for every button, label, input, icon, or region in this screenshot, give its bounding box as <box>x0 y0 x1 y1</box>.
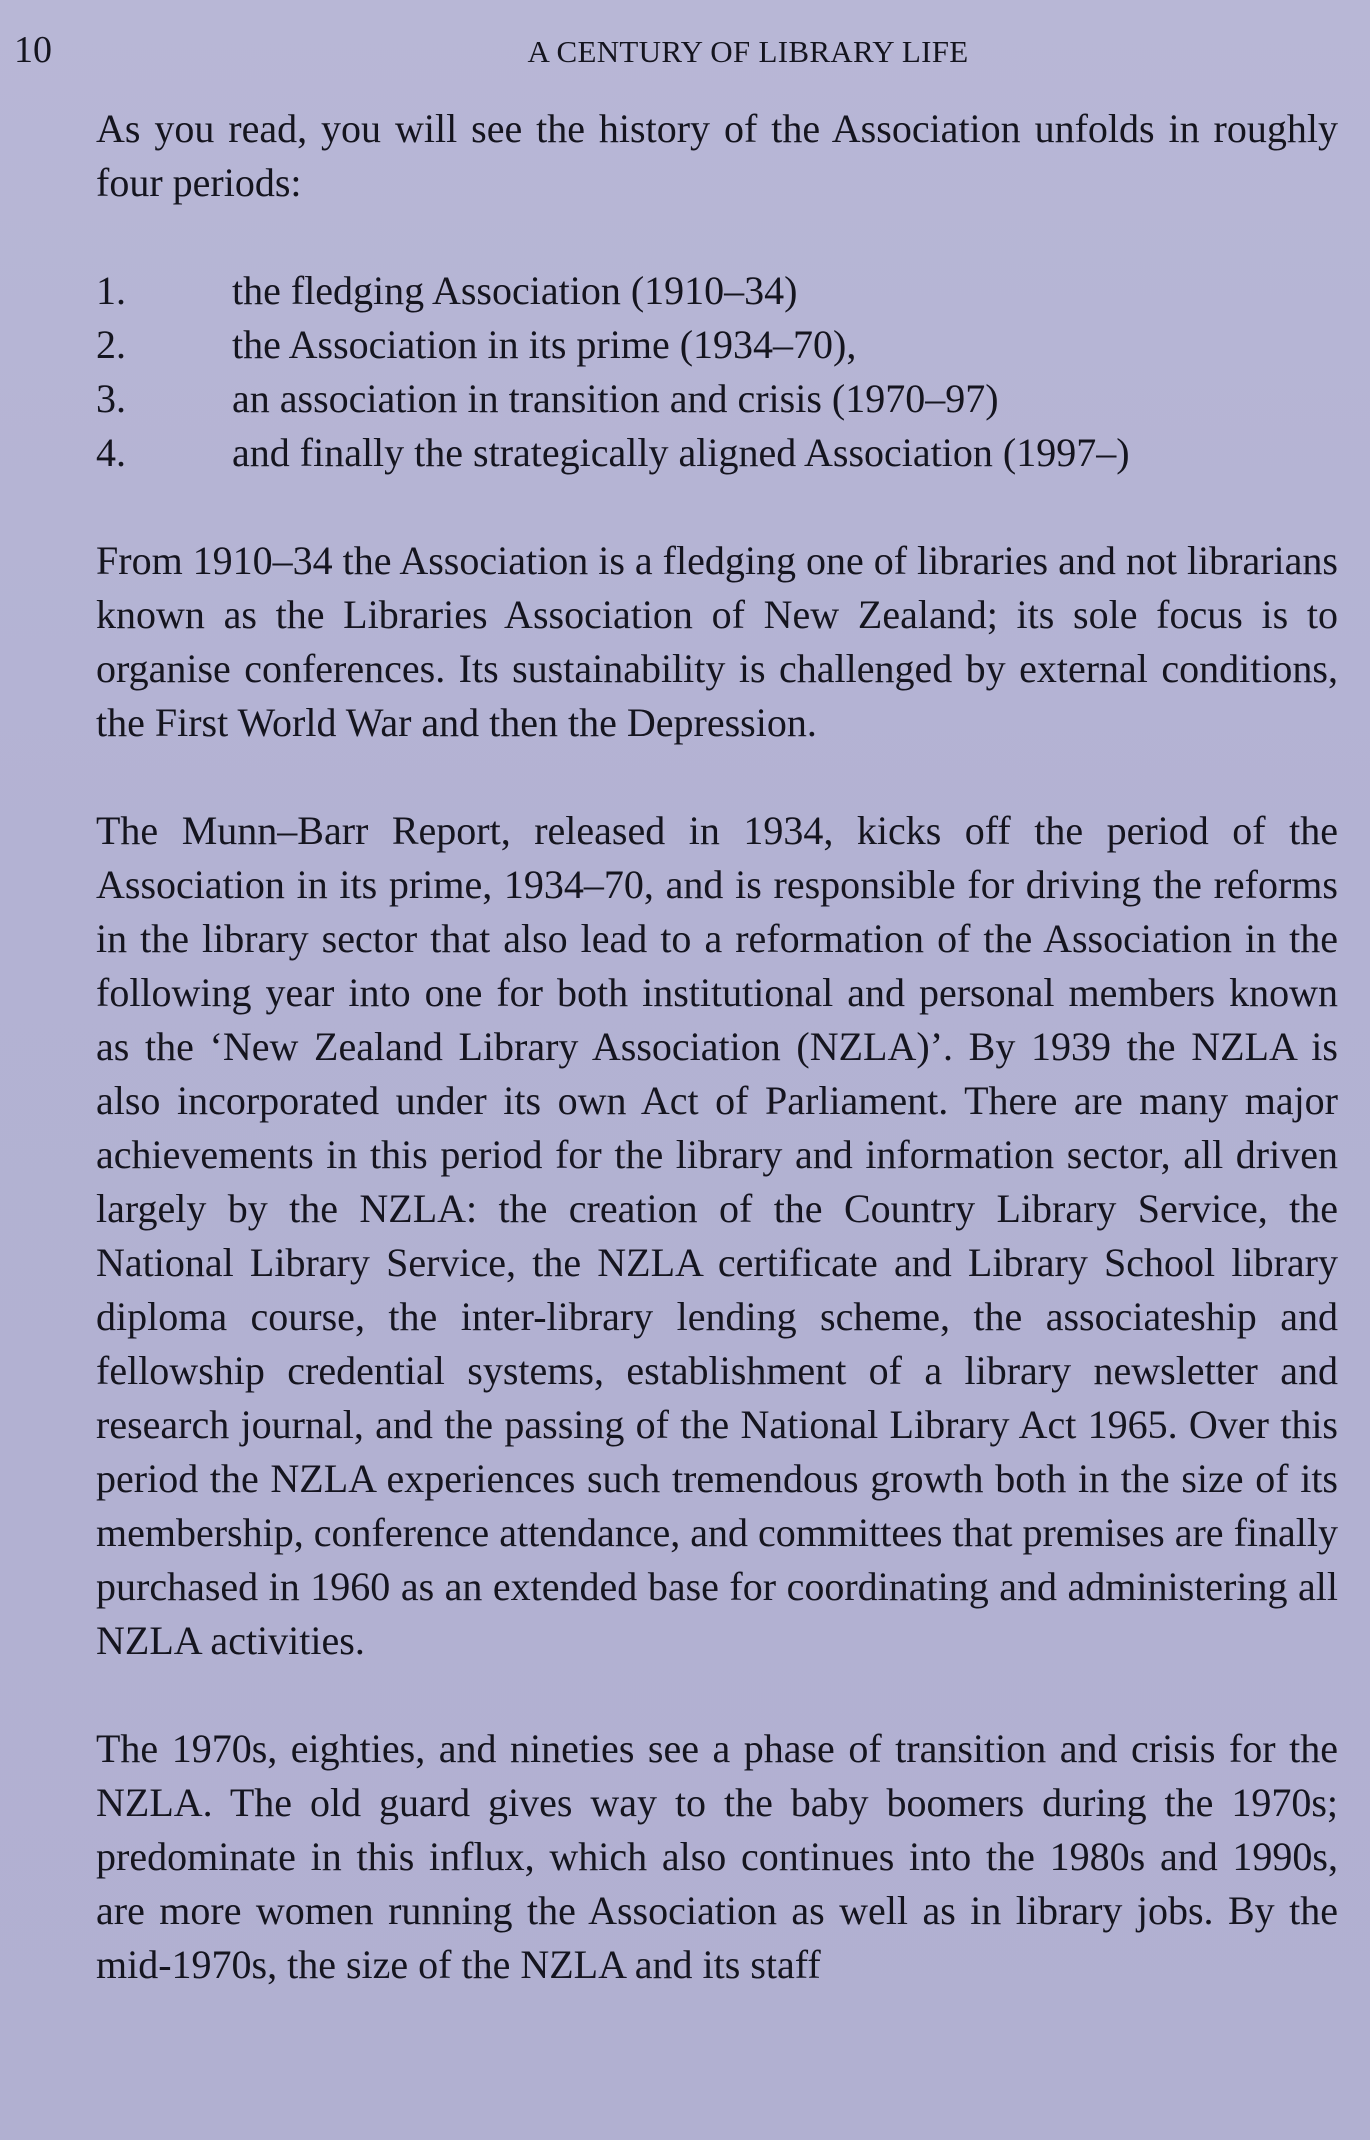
list-item <box>96 426 1338 480</box>
list-item <box>96 372 1338 426</box>
list-item <box>96 264 1338 318</box>
list-item-text: the Association in its prime (1934–70), <box>232 322 857 367</box>
body-paragraph: From 1910–34 the Association is a fledging one of libraries and not librarians known as the Libraries Association of New Zealand; its sole focus is to organise conferences. Its sustainability is challenged by external conditions, the First World War and then the Depression. <box>96 538 1338 745</box>
running-title: A CENTURY OF LIBRARY LIFE <box>527 34 969 69</box>
list-item-number: 3. <box>96 376 126 421</box>
running-head <box>0 28 1370 72</box>
body-paragraph: The Munn–Barr Report, released in 1934, kicks off the period of the Association in its prime, 1934–70, and is responsible for driving the reforms in the library sector that also lead to a reformation of the Association in the following year into one for both institutional and personal members known as the ‘New Zealand Library Association (NZLA)’. By 1939 the NZLA is also incorporated under its own Act of Parliament. There are many major achievements in this period for the library and information sector, all driven largely by the NZLA: the creation of the Country Library Service, the National Library Service, the NZLA certificate and Library School library diploma course, the inter-library lending scheme, the associateship and fellowship credential systems, establishment of a library newsletter and research journal, and the passing of the National Library Act 1965. Over this period the NZLA experiences such tremendous growth both in the size of its membership, conference attendance, and committees that premises are finally purchased in 1960 as an extended base for coordinating and administering all NZLA activities. <box>96 808 1338 1663</box>
paragraph-spacer <box>96 750 1338 804</box>
list-item-text: an association in transition and crisis (1970–97) <box>232 376 999 421</box>
periods-list <box>96 264 1338 480</box>
list-item-number: 4. <box>96 430 126 475</box>
body-text <box>96 102 1338 1992</box>
list-item-number: 1. <box>96 268 126 313</box>
list-item <box>96 318 1338 372</box>
list-item-number: 2. <box>96 322 126 367</box>
paragraph-spacer <box>96 1668 1338 1722</box>
list-item-text: and finally the strategically aligned Association (1997–) <box>232 430 1130 475</box>
body-paragraph: The 1970s, eighties, and nineties see a phase of transition and crisis for the NZLA. The old guard gives way to the baby boomers during the 1970s; predominate in this influx, which also continues into the 1980s and 1990s, are more women running the Association as well as in library jobs. By the mid-1970s, the size of the NZLA and its staff <box>96 1726 1338 1987</box>
intro-paragraph: As you read, you will see the history of the Association unfolds in roughly four periods: <box>96 106 1338 205</box>
list-item-text: the fledging Association (1910–34) <box>232 268 798 313</box>
page-number: 10 <box>14 29 52 71</box>
